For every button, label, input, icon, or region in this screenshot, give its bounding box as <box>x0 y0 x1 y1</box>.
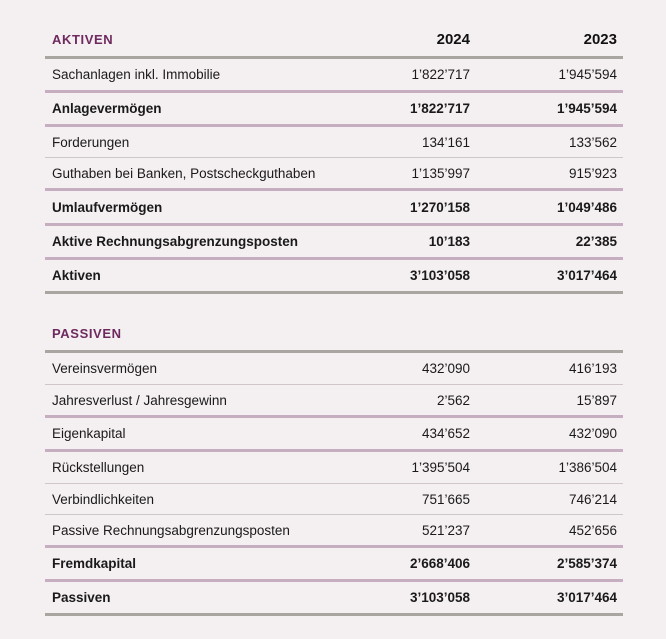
passiven-section <box>45 316 623 616</box>
value-2023: 1’945’594 <box>558 67 617 82</box>
table-row <box>45 353 623 384</box>
table-row <box>45 452 623 483</box>
table-row <box>45 515 623 545</box>
rule <box>45 613 623 616</box>
row-label: Passive Rechnungsabgrenzungsposten <box>52 522 290 538</box>
row-label: Guthaben bei Banken, Postscheckguthaben <box>52 165 316 181</box>
row-label: Sachanlagen inkl. Immobilie <box>52 67 221 82</box>
value-2024: 1’395’504 <box>411 460 470 475</box>
value-2023: 432’090 <box>568 426 617 441</box>
value-2023: 2’585’374 <box>556 556 617 571</box>
value-2023: 915’923 <box>568 165 617 181</box>
value-2023: 15’897 <box>576 392 617 408</box>
row-label: Aktive Rechnungsabgrenzungsposten <box>52 234 299 249</box>
value-2024: 134’161 <box>421 134 470 150</box>
value-2023: 1’049’486 <box>556 199 617 215</box>
aktiven-heading: AKTIVEN <box>52 31 114 47</box>
subtotal-row <box>45 418 623 449</box>
total-row <box>45 260 623 291</box>
value-2023: 746’214 <box>568 491 617 507</box>
table-row <box>45 385 623 415</box>
row-label: Vereinsvermögen <box>52 361 158 376</box>
row-label: Forderungen <box>52 134 130 150</box>
value-2024: 521’237 <box>421 522 470 538</box>
aktiven-section <box>45 22 623 294</box>
value-2024: 1’270’158 <box>409 199 470 215</box>
table-row <box>45 158 623 188</box>
value-2023: 452’656 <box>568 522 617 538</box>
value-2023: 3’017’464 <box>556 268 617 283</box>
passiven-heading: PASSIVEN <box>52 325 122 341</box>
row-label: Aktiven <box>52 268 101 283</box>
value-2024: 3’103’058 <box>409 590 470 605</box>
row-label: Passiven <box>52 590 111 605</box>
subtotal-row <box>45 226 623 257</box>
value-2024: 1’822’717 <box>411 67 470 82</box>
value-2023: 1’386’504 <box>558 460 617 475</box>
row-label: Anlagevermögen <box>52 101 162 116</box>
row-label: Fremdkapital <box>52 556 137 571</box>
value-2024: 1’135’997 <box>411 165 470 181</box>
passiven-header-row <box>45 316 623 350</box>
value-2024: 434’652 <box>421 426 470 441</box>
value-2023: 22’385 <box>575 234 617 249</box>
year-2024-heading: 2024 <box>436 30 470 48</box>
total-row <box>45 582 623 613</box>
value-2023: 133’562 <box>568 134 617 150</box>
value-2023: 1’945’594 <box>556 101 617 116</box>
rule <box>45 291 623 294</box>
subtotal-row <box>45 191 623 223</box>
value-2024: 751’665 <box>421 491 470 507</box>
table-row <box>45 127 623 157</box>
row-label: Eigenkapital <box>52 426 126 441</box>
value-2024: 1’822’717 <box>409 101 470 116</box>
row-label: Umlaufvermögen <box>52 199 163 215</box>
value-2024: 2’562 <box>436 392 470 408</box>
value-2024: 3’103’058 <box>409 268 470 283</box>
row-label: Jahresverlust / Jahresgewinn <box>52 392 227 408</box>
row-label: Verbindlichkeiten <box>52 491 155 507</box>
value-2024: 432’090 <box>421 361 470 376</box>
value-2023: 3’017’464 <box>556 590 617 605</box>
subtotal-row <box>45 93 623 124</box>
subtotal-row <box>45 548 623 579</box>
value-2024: 10’183 <box>428 234 470 249</box>
table-row <box>45 484 623 514</box>
table-row <box>45 59 623 90</box>
row-label: Rückstellungen <box>52 460 145 475</box>
aktiven-header-row <box>45 22 623 56</box>
value-2023: 416’193 <box>568 361 617 376</box>
value-2024: 2’668’406 <box>409 556 470 571</box>
year-2023-heading: 2023 <box>583 30 617 48</box>
